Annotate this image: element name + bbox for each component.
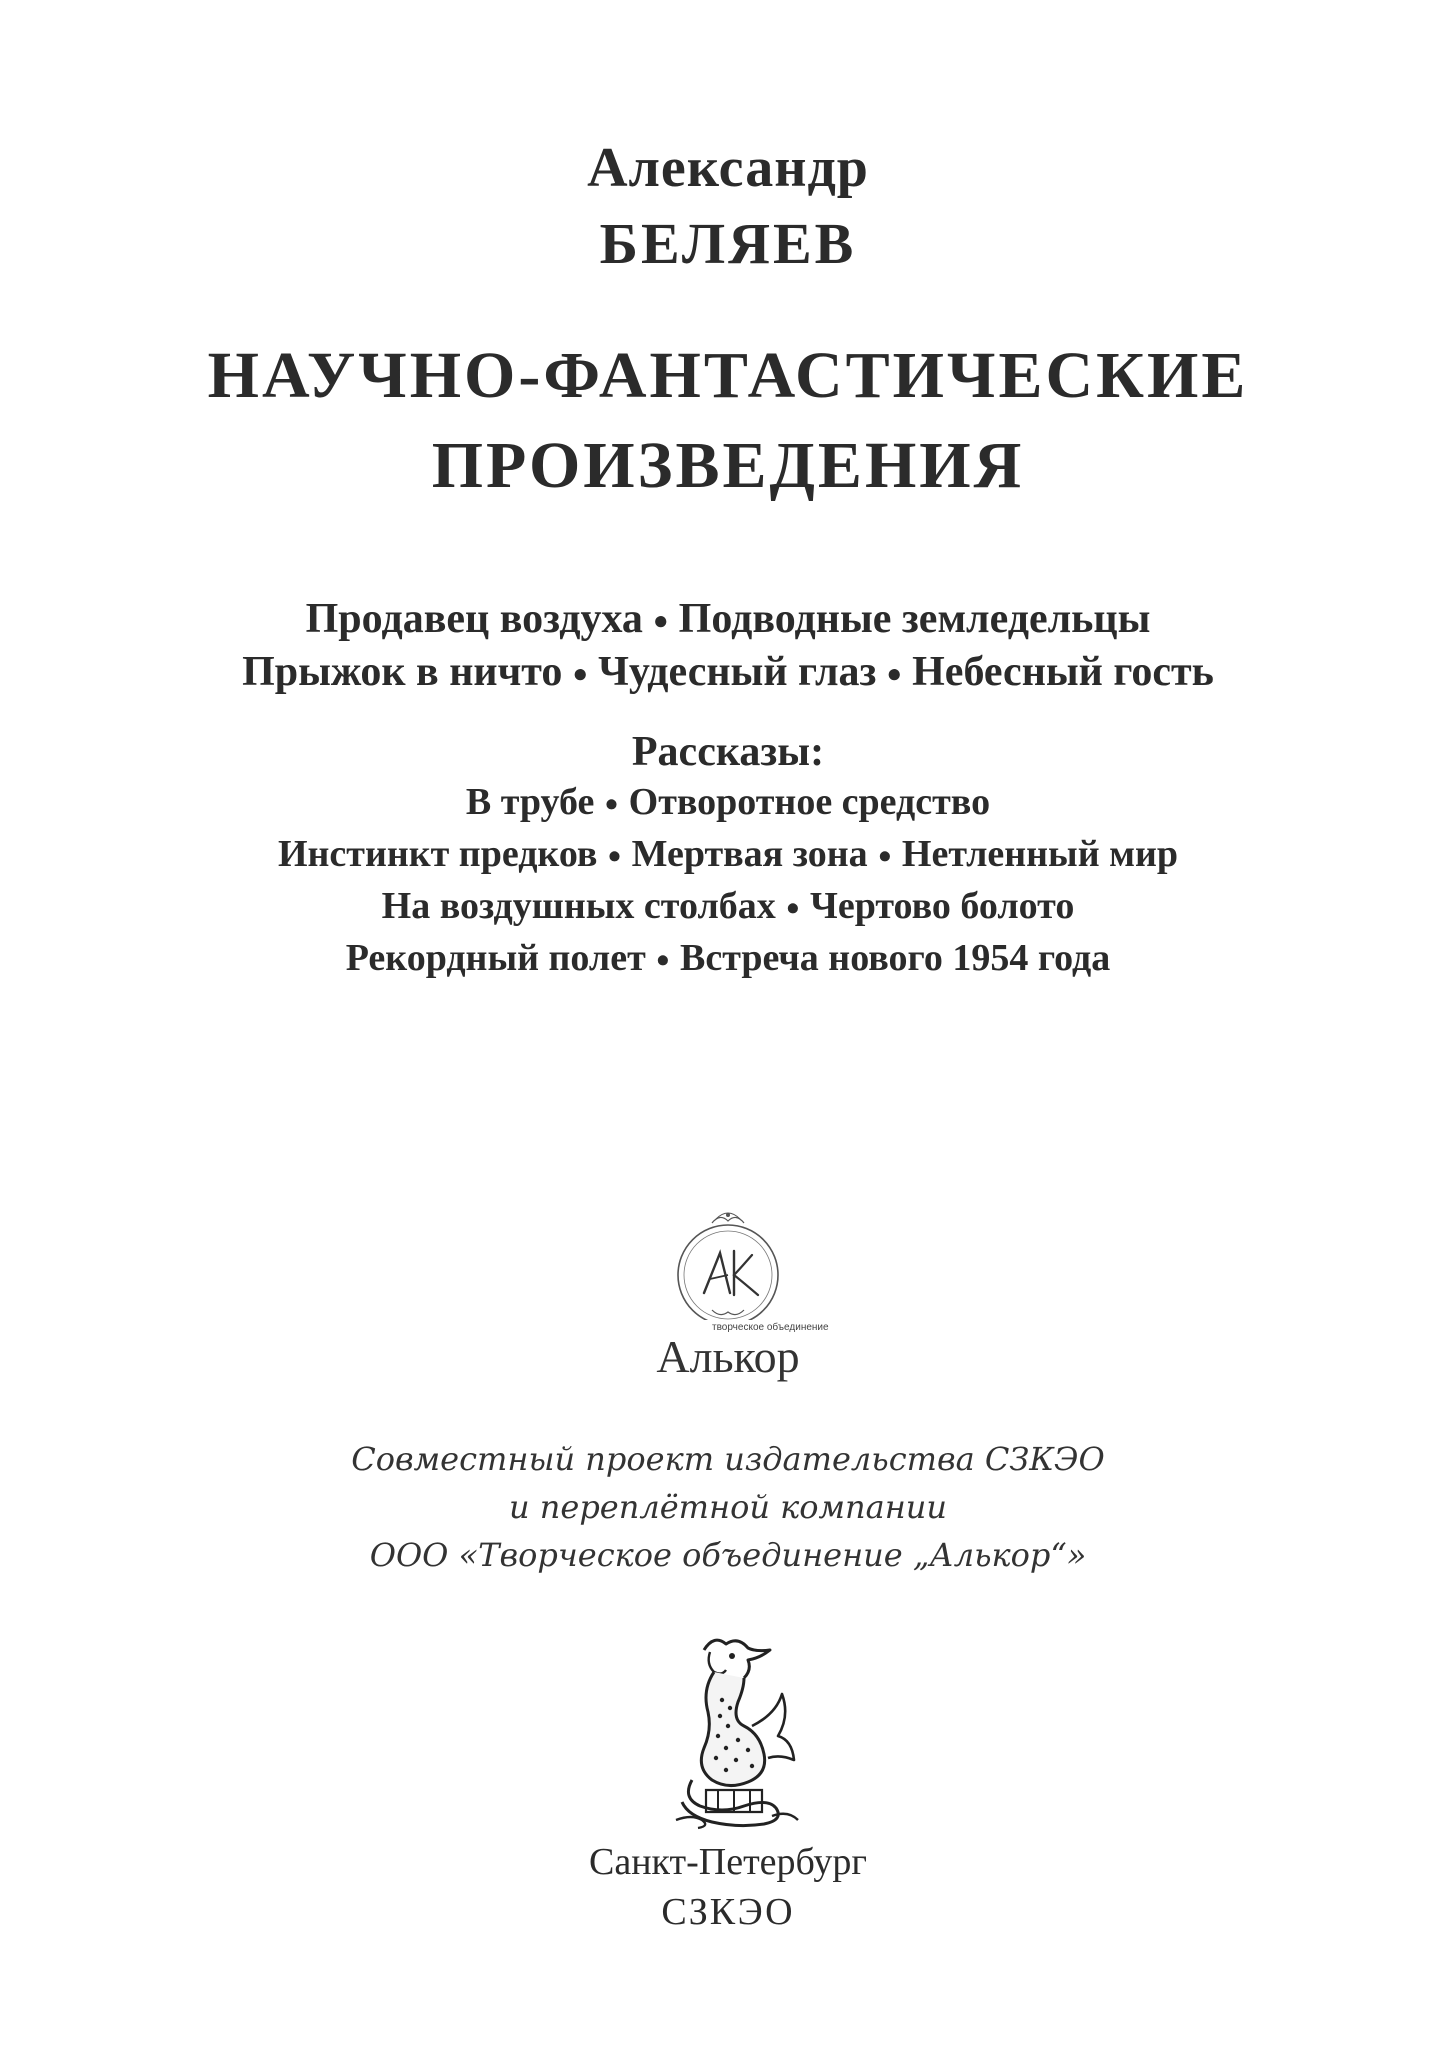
work-title: Отворотное средство (628, 781, 991, 823)
work-title: Небесный гость (912, 649, 1214, 695)
work-title: Чертово болото (810, 885, 1075, 927)
logo-subtitle: творческое объединение (712, 1322, 829, 1333)
bullet-separator: ● (785, 895, 800, 922)
work-title: На воздушных столбах (381, 885, 776, 927)
logo-name: Алькор (656, 1331, 800, 1382)
author-first-name: Александр (587, 137, 869, 199)
work-title: Рекордный полет (345, 937, 646, 979)
joint-project-line-2: и переплётной компании (508, 1488, 948, 1526)
joint-project-line-1: Совместный проект издательства СЗКЭО (351, 1440, 1105, 1478)
joint-project-line-3: ООО «Творческое объединение „Алькор“» (369, 1536, 1087, 1574)
stories-line-3 (0, 884, 1456, 928)
works-line-1 (0, 595, 1456, 643)
bullet-separator: ● (652, 605, 669, 635)
imprint-publisher: СЗКЭО (661, 1891, 795, 1933)
author-last-name: БЕЛЯЕВ (599, 211, 857, 276)
bullet-separator: ● (572, 658, 589, 688)
bullet-separator: ● (607, 843, 622, 870)
work-title: Чудесный глаз (598, 649, 877, 695)
work-title: Прыжок в ничто (242, 649, 563, 695)
book-title-line-1: НАУЧНО-ФАНТАСТИЧЕСКИЕ (207, 339, 1249, 412)
work-title: Нетленный мир (901, 833, 1179, 875)
stories-line-2 (0, 832, 1456, 876)
work-title: Продавец воздуха (305, 596, 643, 642)
bullet-separator: ● (604, 791, 619, 818)
imprint-city: Санкт-Петербург (588, 1841, 868, 1883)
stories-heading: Рассказы: (631, 729, 825, 775)
work-title: Подводные земледельцы (678, 596, 1151, 642)
works-line-2 (0, 648, 1456, 696)
work-title: Мертвая зона (631, 833, 868, 875)
work-title: Встреча нового 1954 года (679, 937, 1111, 979)
dragon-publisher-mark-icon (652, 1630, 812, 1830)
stories-line-4 (0, 936, 1456, 980)
bullet-separator: ● (886, 658, 903, 688)
bullet-separator: ● (655, 947, 670, 974)
stories-line-1 (0, 780, 1456, 824)
alkor-logo-icon (668, 1175, 788, 1320)
book-title-line-2: ПРОИЗВЕДЕНИЯ (431, 429, 1025, 502)
bullet-separator: ● (877, 843, 892, 870)
work-title: В трубе (465, 781, 595, 823)
work-title: Инстинкт предков (277, 833, 598, 875)
